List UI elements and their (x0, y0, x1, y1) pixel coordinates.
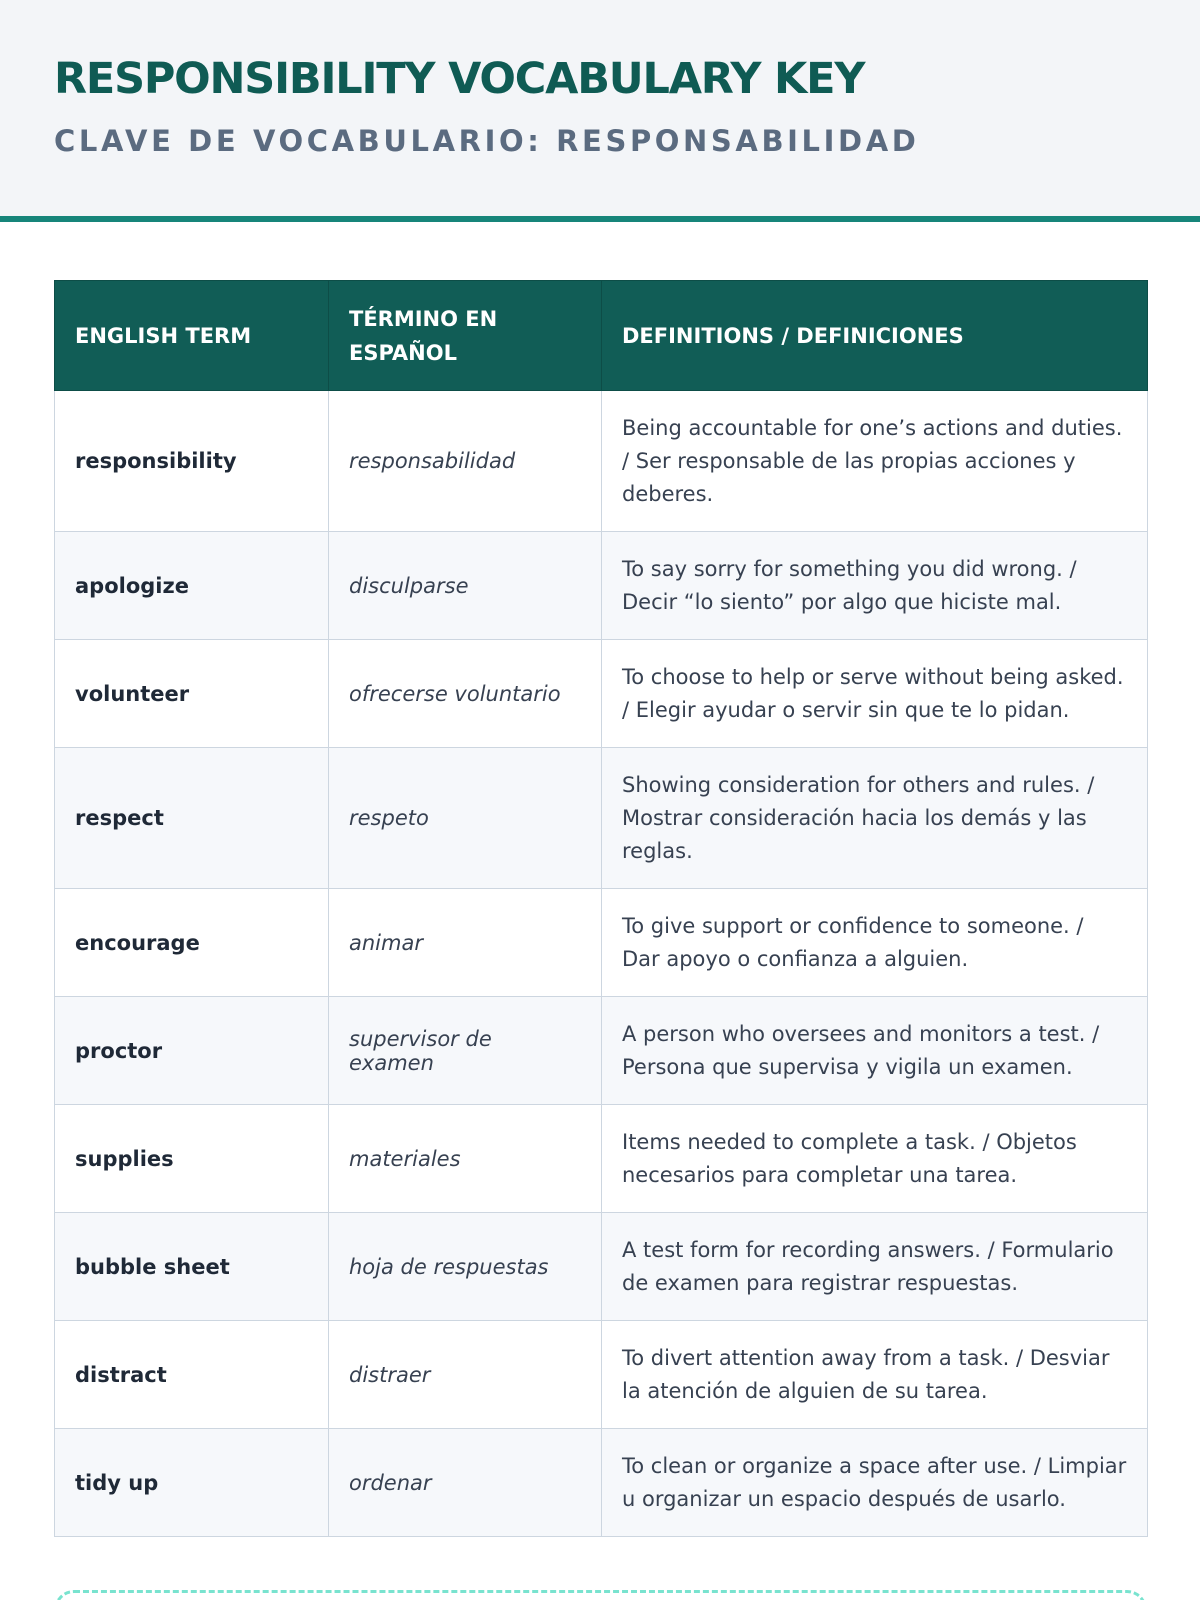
definition: A test form for recording answers. / Formulario de examen para registrar respuestas. (602, 1213, 1148, 1321)
table-row (55, 640, 1148, 748)
definition: Showing consideration for others and rules. / Mostrar consideración hacia los demás y las reglas. (602, 748, 1148, 889)
table-row (55, 1105, 1148, 1213)
table-row (55, 391, 1148, 532)
page-header (0, 0, 1200, 222)
english-term: encourage (55, 889, 329, 997)
column-header-english: ENGLISH TERM (55, 281, 329, 391)
table-row (55, 997, 1148, 1105)
spanish-term: respeto (329, 748, 602, 889)
table-row (55, 1429, 1148, 1537)
table-row (55, 1213, 1148, 1321)
english-term: distract (55, 1321, 329, 1429)
spanish-term: hoja de respuestas (329, 1213, 602, 1321)
spanish-term: disculparse (329, 532, 602, 640)
definition: To say sorry for something you did wrong. / Decir “lo siento” por algo que hiciste mal. (602, 532, 1148, 640)
spanish-term: ordenar (329, 1429, 602, 1537)
english-term: respect (55, 748, 329, 889)
spanish-term: distraer (329, 1321, 602, 1429)
spanish-term: ofrecerse voluntario (329, 640, 602, 748)
column-header-spanish: TÉRMINO EN ESPAÑOL (329, 281, 602, 391)
english-term: responsibility (55, 391, 329, 532)
english-term: apologize (55, 532, 329, 640)
definition: To divert attention away from a task. / Desviar la atención de alguien de su tarea. (602, 1321, 1148, 1429)
notes-box-border (54, 1590, 1147, 1600)
table-row (55, 889, 1148, 997)
table-row (55, 532, 1148, 640)
spanish-term: supervisor de examen (329, 997, 602, 1105)
definition: To give support or confidence to someone. / Dar apoyo o confianza a alguien. (602, 889, 1148, 997)
definition: Being accountable for one’s actions and duties. / Ser responsable de las propias acciones y deberes. (602, 391, 1148, 532)
table-header-row (55, 281, 1148, 391)
spanish-term: responsabilidad (329, 391, 602, 532)
vocabulary-table (54, 280, 1148, 1537)
definition: Items needed to complete a task. / Objetos necesarios para completar una tarea. (602, 1105, 1148, 1213)
spanish-term: animar (329, 889, 602, 997)
english-term: supplies (55, 1105, 329, 1213)
english-term: proctor (55, 997, 329, 1105)
english-term: volunteer (55, 640, 329, 748)
page-subtitle: CLAVE DE VOCABULARIO: RESPONSABILIDAD (54, 124, 920, 158)
english-term: bubble sheet (55, 1213, 329, 1321)
definition: A person who oversees and monitors a test. / Persona que supervisa y vigila un examen. (602, 997, 1148, 1105)
table-row (55, 748, 1148, 889)
column-header-definitions: DEFINITIONS / DEFINICIONES (602, 281, 1148, 391)
definition: To choose to help or serve without being asked. / Elegir ayudar o servir sin que te lo pidan. (602, 640, 1148, 748)
spanish-term: materiales (329, 1105, 602, 1213)
table-row (55, 1321, 1148, 1429)
page-title: RESPONSIBILITY VOCABULARY KEY (54, 54, 865, 104)
english-term: tidy up (55, 1429, 329, 1537)
definition: To clean or organize a space after use. / Limpiar u organizar un espacio después de usarlo. (602, 1429, 1148, 1537)
